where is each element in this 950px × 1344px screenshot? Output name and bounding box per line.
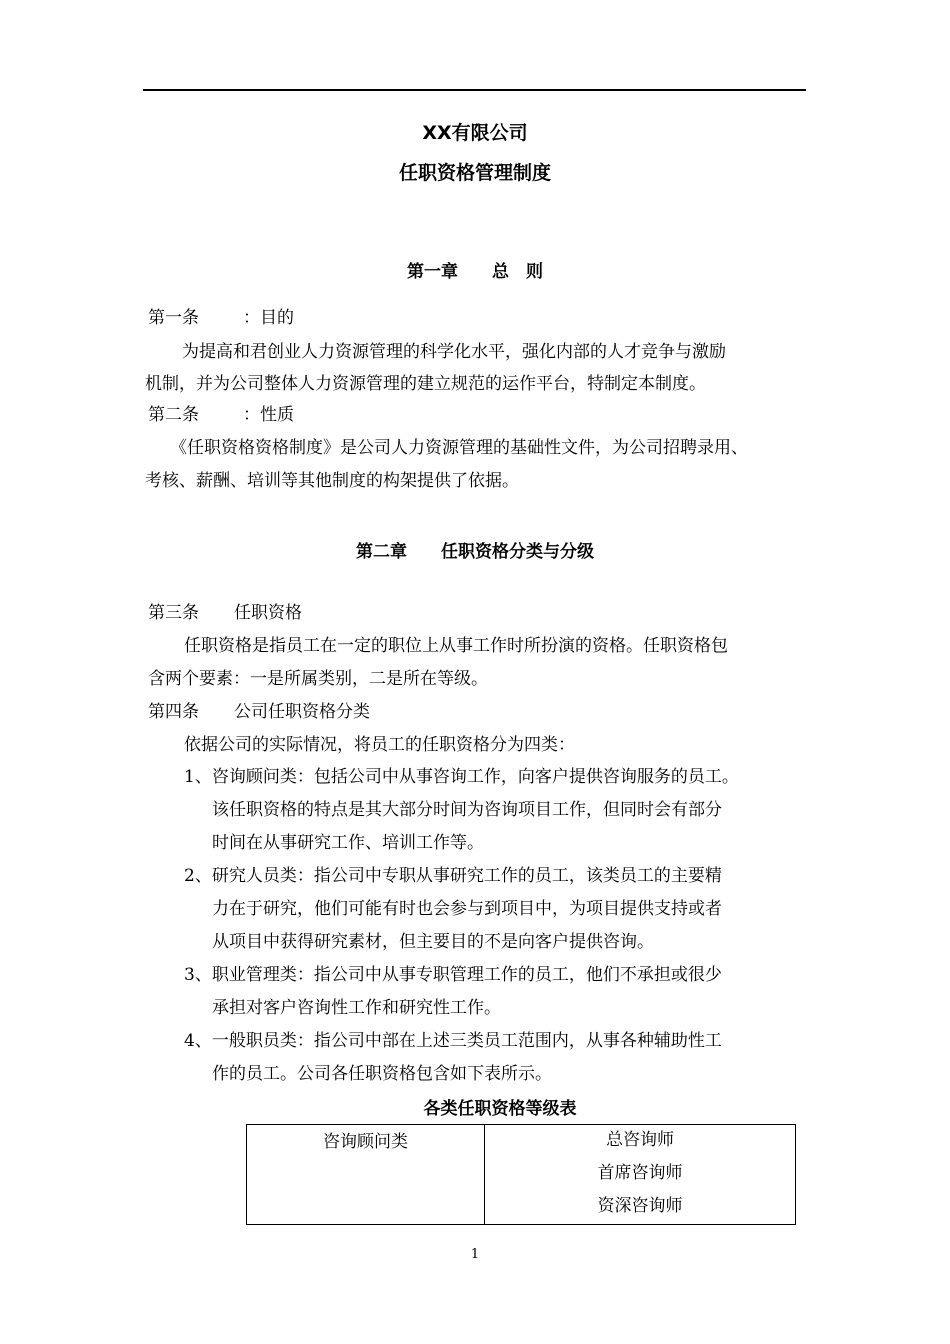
article-1-label: 第一条	[148, 308, 199, 328]
grade-item: 资深咨询师	[597, 1196, 683, 1216]
header-rule	[143, 89, 806, 91]
article-2-body-line: 《任职资格资格制度》是公司人力资源管理的基础性文件，为公司招聘录用、	[170, 438, 748, 458]
article-3-title: 任职资格	[234, 603, 302, 623]
list-item-1-line: 时间在从事研究工作、培训工作等。	[212, 833, 484, 853]
chapter-2-heading: 第二章 任职资格分类与分级	[356, 542, 594, 562]
table-row	[247, 1125, 796, 1225]
company-title: XX有限公司	[422, 122, 528, 144]
grade-item: 首席咨询师	[597, 1163, 683, 1183]
document-title: 任职资格管理制度	[398, 162, 551, 184]
article-2-heading	[148, 404, 294, 426]
list-item-2-line: 力在于研究，他们可能有时也会参与到项目中，为项目提供支持或者	[212, 899, 722, 919]
article-2-body-line: 考核、薪酬、培训等其他制度的构架提供了依据。	[145, 471, 519, 491]
article-3-heading	[148, 602, 302, 624]
article-3-body-line: 含两个要素：一是所属类别，二是所在等级。	[148, 669, 488, 689]
list-item-2-line: 从项目中获得研究素材，但主要目的不是向客户提供咨询。	[212, 932, 654, 952]
list-item-1-line: 该任职资格的特点是其大部分时间为咨询项目工作，但同时会有部分	[212, 800, 722, 820]
article-2-title: ：性质	[243, 405, 294, 425]
article-1-title: ：目的	[243, 308, 294, 328]
article-4-heading	[148, 701, 370, 723]
grades-cell	[485, 1125, 796, 1225]
list-item-3-line: 3、职业管理类：指公司中从事专职管理工作的员工，他们不承担或很少	[184, 965, 722, 985]
grade-table	[246, 1124, 796, 1225]
list-item-2-line: 2、研究人员类：指公司中专职从事研究工作的员工，该类员工的主要精	[184, 866, 722, 886]
article-3-label: 第三条	[148, 603, 199, 623]
category-cell: 咨询顾问类	[247, 1125, 485, 1225]
list-item-4-line: 4、一般职员类：指公司中部在上述三类员工范围内，从事各种辅助性工	[184, 1031, 722, 1051]
list-item-3-line: 承担对客户咨询性工作和研究性工作。	[212, 998, 501, 1018]
list-item-4-line: 作的员工。公司各任职资格包含如下表所示。	[212, 1064, 552, 1084]
article-2-label: 第二条	[148, 405, 199, 425]
table-caption: 各类任职资格等级表	[423, 1099, 577, 1119]
list-item-1-line: 1、咨询顾问类：包括公司中从事咨询工作，向客户提供咨询服务的员工。	[184, 767, 739, 787]
article-4-label: 第四条	[148, 702, 199, 722]
article-4-title: 公司任职资格分类	[234, 702, 370, 722]
chapter-1-heading: 第一章 总 则	[407, 262, 543, 282]
grade-item: 总咨询师	[606, 1130, 674, 1150]
article-1-body-line: 为提高和君创业人力资源管理的科学化水平，强化内部的人才竞争与激励	[182, 342, 726, 362]
page-number: 1	[470, 1247, 480, 1262]
article-3-body-line: 任职资格是指员工在一定的职位上从事工作时所扮演的资格。任职资格包	[184, 636, 728, 656]
article-1-body-line: 机制，并为公司整体人力资源管理的建立规范的运作平台，特制定本制度。	[145, 374, 706, 394]
article-1-heading	[148, 307, 294, 329]
article-4-intro: 依据公司的实际情况，将员工的任职资格分为四类：	[184, 735, 575, 755]
